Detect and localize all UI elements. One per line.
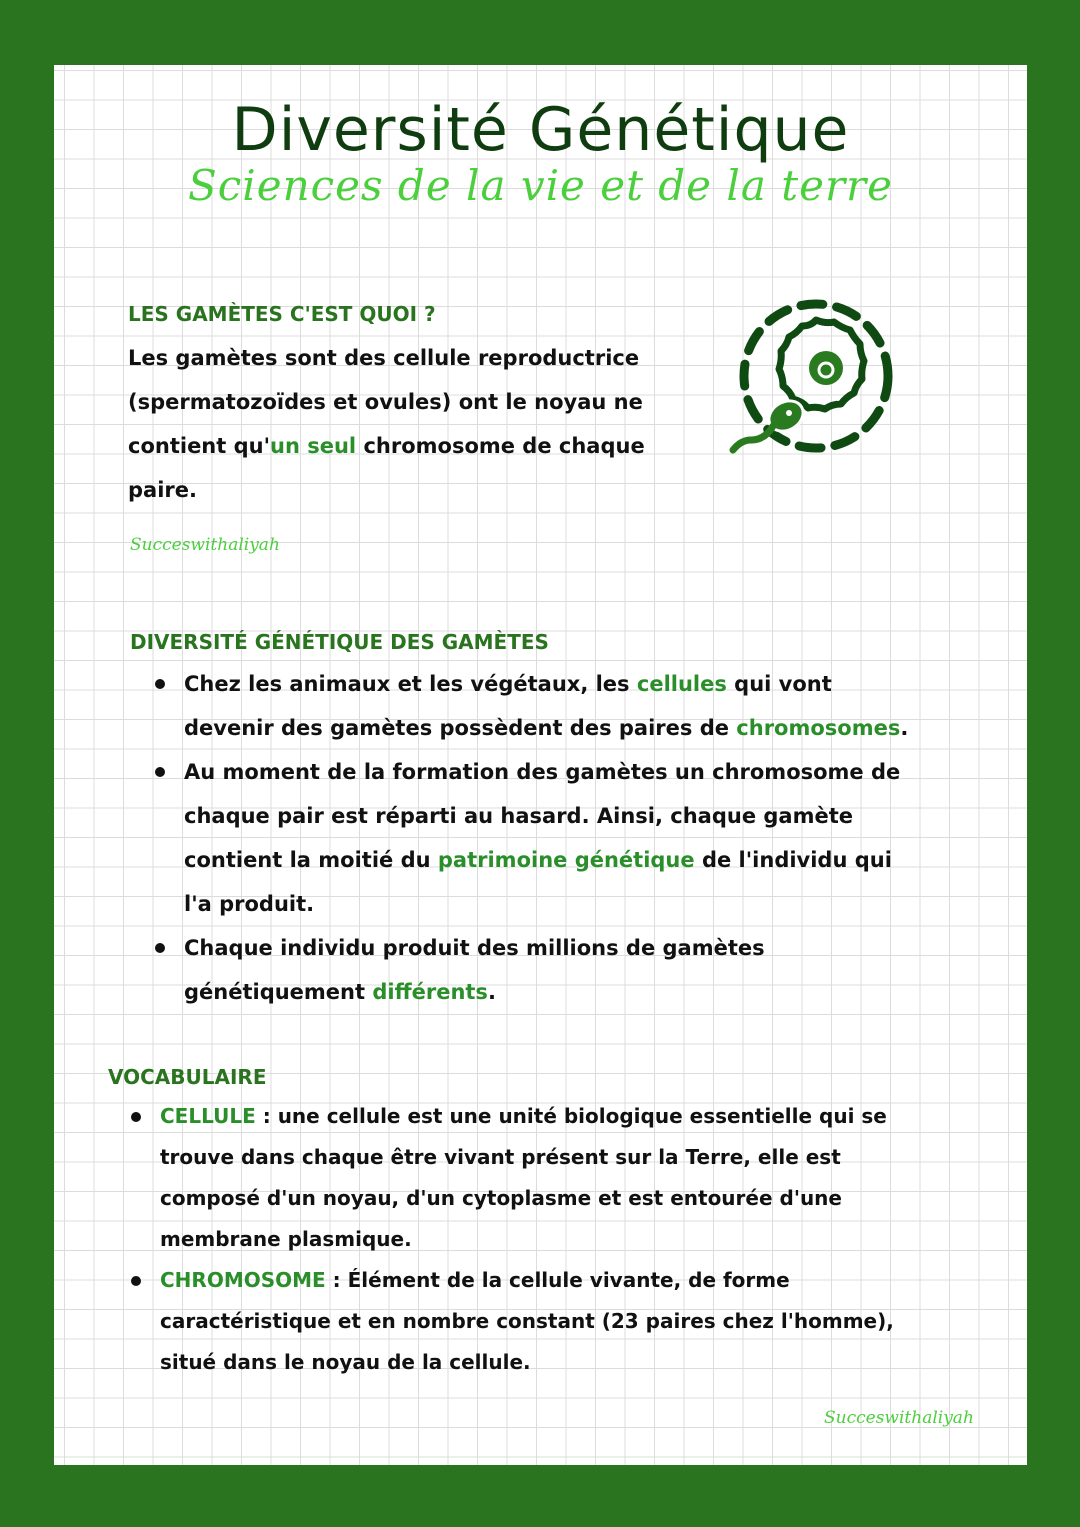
section-heading-diversity: DIVERSITÉ GÉNÉTIQUE DES GAMÈTES xyxy=(130,630,549,654)
text-span: : une cellule est une unité biologique essentielle qui se xyxy=(255,1104,887,1128)
signature-bottom: Succeswithaliyah xyxy=(824,1408,974,1428)
text-line xyxy=(184,662,974,706)
text-span: . xyxy=(900,716,909,740)
highlight-term: chromosomes xyxy=(736,716,901,740)
section-heading-gametes: LES GAMÈTES C'EST QUOI ? xyxy=(128,302,436,326)
text-line xyxy=(184,706,974,750)
text-span: génétiquement xyxy=(184,980,373,1004)
text-span: chromosome de chaque xyxy=(356,434,645,458)
signature: Succeswithaliyah xyxy=(130,535,280,555)
notes-page xyxy=(54,65,1027,1465)
page-title: Diversité Génétique xyxy=(231,95,850,165)
text-line: paire. xyxy=(128,478,197,502)
text-line xyxy=(184,838,974,882)
text-line: composé d'un noyau, d'un cytoplasme et est entourée d'une xyxy=(160,1186,842,1210)
list-item xyxy=(160,1260,950,1383)
text-line: l'a produit. xyxy=(184,892,315,916)
text-line: trouve dans chaque être vivant présent sur la Terre, elle est xyxy=(160,1145,841,1169)
section-heading-vocabulary: VOCABULAIRE xyxy=(108,1065,267,1089)
highlight-term: un seul xyxy=(270,434,357,458)
text-span: qui vont xyxy=(726,672,832,696)
vocab-term: CELLULE xyxy=(160,1104,256,1128)
text-line xyxy=(160,1096,950,1137)
text-span: contient qu' xyxy=(128,434,271,458)
list-item xyxy=(184,926,974,1014)
text-line: (spermatozoïdes et ovules) ont le noyau ne xyxy=(128,390,643,414)
diversity-list xyxy=(184,662,974,1014)
highlight-term: cellules xyxy=(636,672,727,696)
text-span: contient la moitié du xyxy=(184,848,438,872)
list-item xyxy=(160,1096,950,1260)
text-span: de l'individu qui xyxy=(694,848,892,872)
text-line: membrane plasmique. xyxy=(160,1227,412,1251)
list-item xyxy=(184,750,974,926)
text-line: Les gamètes sont des cellule reproductrice xyxy=(128,346,640,370)
text-line: Chaque individu produit des millions de gamètes xyxy=(184,936,765,960)
vocabulary-list xyxy=(160,1096,950,1383)
text-line xyxy=(160,1260,950,1301)
highlight-term: patrimoine génétique xyxy=(437,848,695,872)
text-line xyxy=(184,970,974,1014)
text-span: : Élément de la cellule vivante, de forme xyxy=(325,1268,790,1292)
text-line: chaque pair est réparti au hasard. Ainsi, chaque gamète xyxy=(184,804,853,828)
text-line xyxy=(128,424,698,468)
vocab-term: CHROMOSOME xyxy=(160,1268,326,1292)
cell-sperm-icon xyxy=(721,298,901,478)
text-span: . xyxy=(487,980,496,1004)
text-span: devenir des gamètes possèdent des paires de xyxy=(184,716,737,740)
section1-paragraph xyxy=(128,336,698,512)
highlight-term: différents xyxy=(372,980,488,1004)
text-line: Au moment de la formation des gamètes un chromosome de xyxy=(184,760,901,784)
text-line: caractéristique et en nombre constant (23 paires chez l'homme), xyxy=(160,1309,894,1333)
page-subtitle: Sciences de la vie et de la terre xyxy=(188,161,893,210)
text-line: situé dans le noyau de la cellule. xyxy=(160,1350,531,1374)
list-item xyxy=(184,662,974,750)
text-span: Chez les animaux et les végétaux, les xyxy=(184,672,637,696)
